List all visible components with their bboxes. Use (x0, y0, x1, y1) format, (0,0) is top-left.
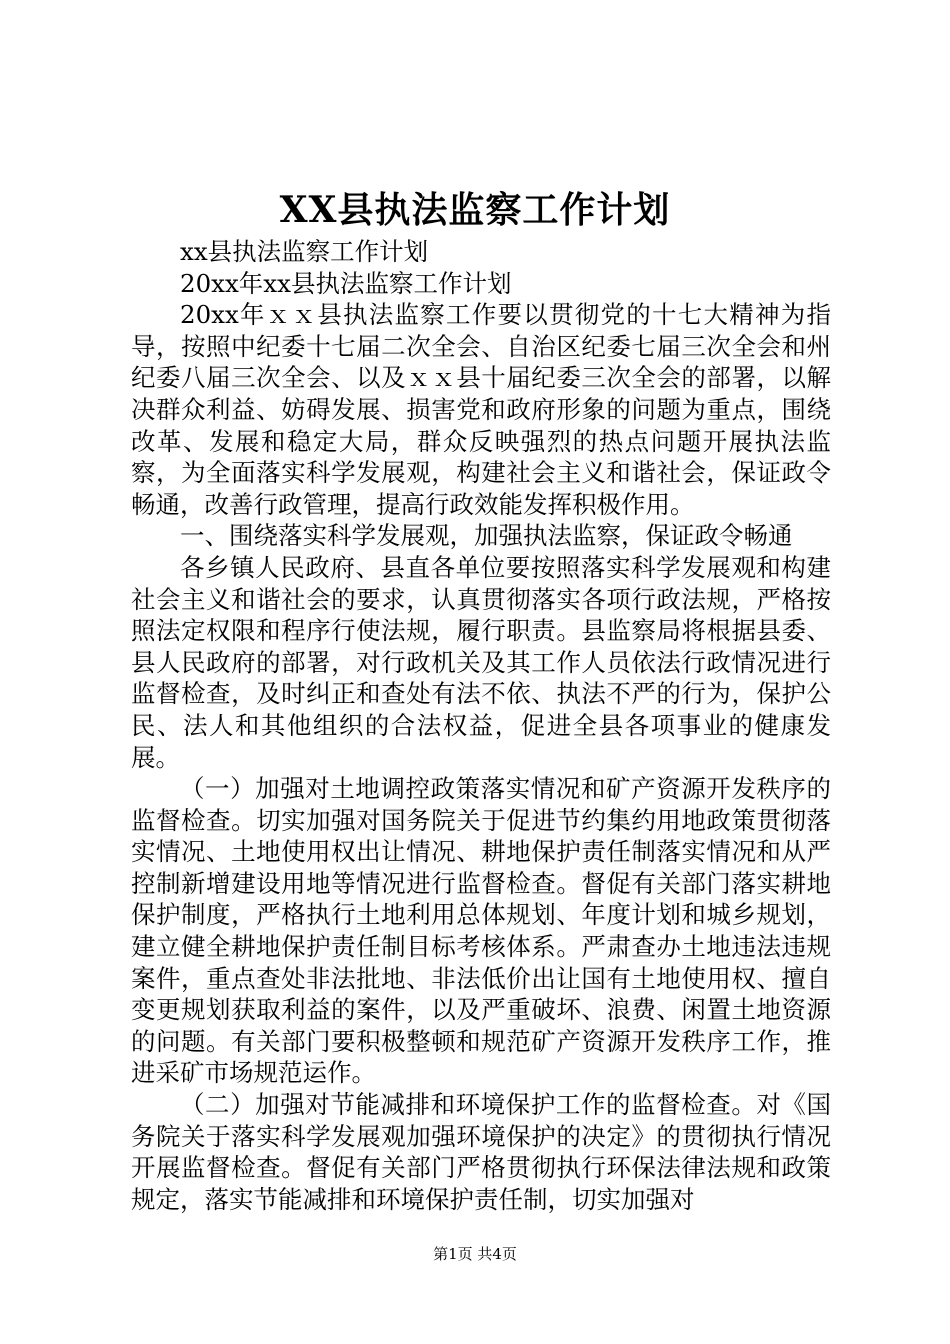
paragraph-item-1: （一）加强对土地调控政策落实情况和矿产资源开发秩序的监督检查。切实加强对国务院关于促进节约集约用地政策贯彻落实情况、土地使用权出让情况、耕地保护责任制落实情况和从严控制新增建设用地等情况进行监督检查。督促有关部门落实耕地保护制度，严格执行土地利用总体规划、年度计划和城乡规划，建立健全耕地保护责任制目标考核体系。严肃查办土地违法违规案件，重点查处非法批地、非法低价出让国有土地使用权、擅自变更规划获取利益的案件，以及严重破坏、浪费、闲置土地资源的问题。有关部门要积极整顿和规范矿产资源开发秩序工作，推进采矿市场规范运作。 (131, 774, 831, 1088)
paragraph-intro: 20xx年ｘｘ县执法监察工作要以贯彻党的十七大精神为指导，按照中纪委十七届二次全会、自治区纪委七届三次全会和州纪委八届三次全会、以及ｘｘ县十届纪委三次全会的部署，以解决群众利益、妨碍发展、损害党和政府形象的问题为重点，围绕改革、发展和稳定大局，群众反映强烈的热点问题开展执法监察，为全面落实科学发展观，构建社会主义和谐社会，保证政令畅通，改善行政管理，提高行政效能发挥积极作用。 (131, 300, 831, 519)
document-title: XX县执法监察工作计划 (279, 189, 671, 231)
document-body (131, 236, 831, 1215)
section-heading-1: 一、围绕落实科学发展观，加强执法监察，保证政令畅通 (180, 521, 793, 551)
paragraph-section-1: 各乡镇人民政府、县直各单位要按照落实科学发展观和构建社会主义和谐社会的要求，认真贯彻落实各项行政法规，严格按照法定权限和程序行使法规，履行职责。县监察局将根据县委、县人民政府的部署，对行政机关及其工作人员依法行政情况进行监督检查，及时纠正和查处有法不依、执法不严的行为，保护公民、法人和其他组织的合法权益，促进全县各项事业的健康发展。 (131, 552, 831, 772)
page-footer: 第1页 共4页 (433, 1245, 517, 1263)
paragraph-plan-heading: 20xx年xx县执法监察工作计划 (180, 268, 512, 298)
paragraph-subtitle: xx县执法监察工作计划 (180, 237, 429, 266)
paragraph-item-2: （二）加强对节能减排和环境保护工作的监督检查。对《国务院关于落实科学发展观加强环境保护的决定》的贯彻执行情况开展监督检查。督促有关部门严格贯彻执行环保法律法规和政策规定，落实节能减排和环境保护责任制，切实加强对 (131, 1090, 831, 1214)
